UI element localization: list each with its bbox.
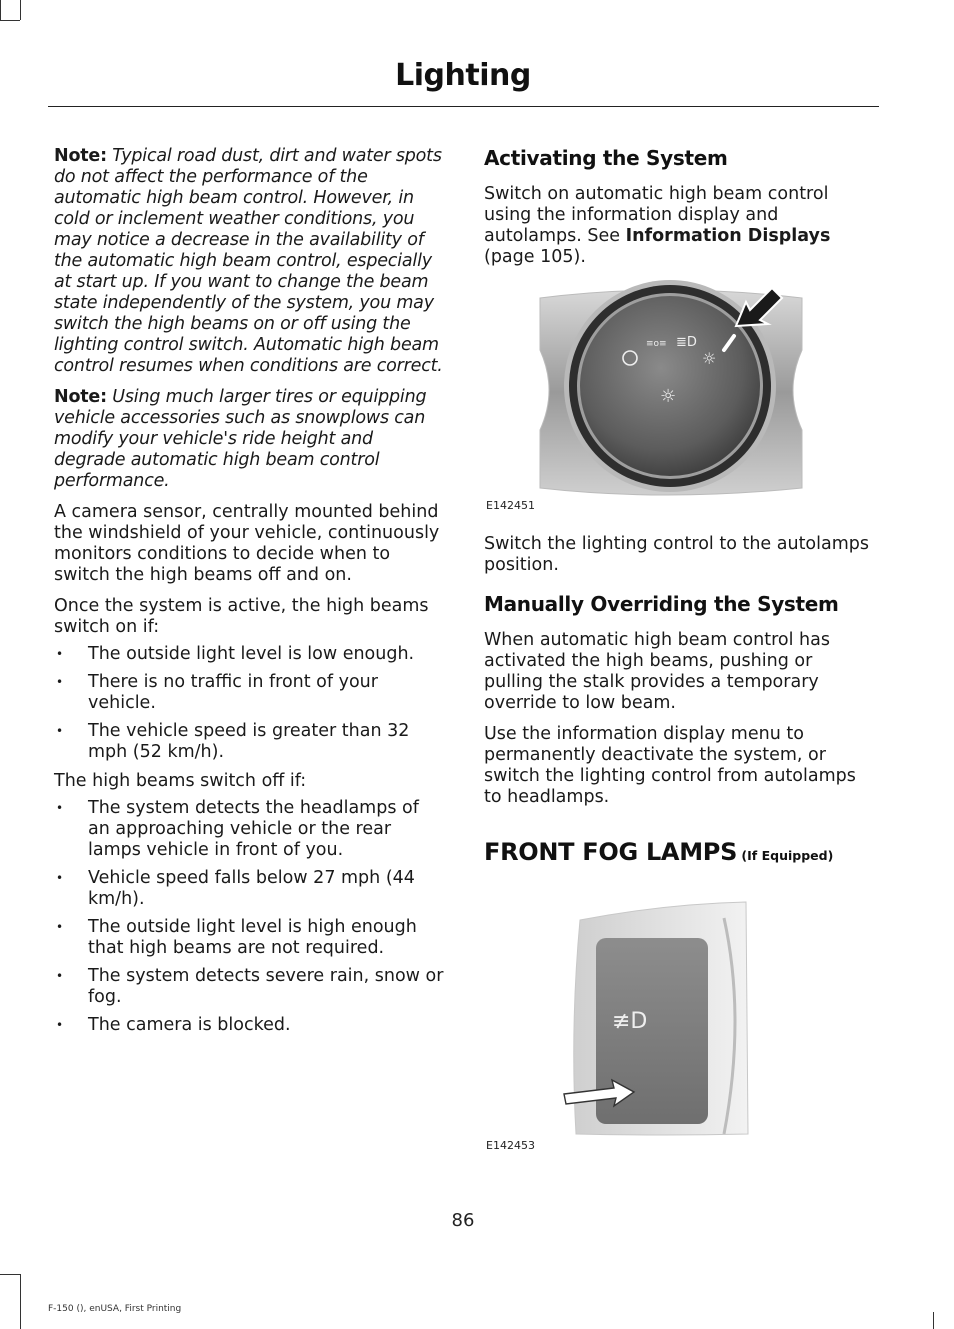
section-heading-fog-lamps: FRONT FOG LAMPS (If Equipped) [484, 838, 834, 866]
title-divider [48, 106, 879, 107]
list-item: • The outside light level is low enough. [54, 644, 446, 665]
body-paragraph: Switch on automatic high beam control using the information display and autolamps. See Information Displays (page 105). [484, 184, 831, 267]
section-heading-activating: Activating the System [484, 146, 728, 170]
list-intro: Once the system is active, the high beams switch on if: [54, 596, 429, 637]
note-paragraph [54, 387, 446, 492]
fog-lamp-icon: ≢D [612, 1009, 648, 1034]
figure-code: E142451 [486, 499, 535, 512]
print-footer: F-150 (), enUSA, First Printing [48, 1304, 182, 1314]
list-intro: The high beams switch off if: [54, 771, 307, 791]
body-paragraph: A camera sensor, centrally mounted behind the windshield of your vehicle, continuously monitors conditions to decide when to switch the high beams off and on. [54, 502, 440, 585]
note-text: Using much larger tires or equipping vehicle accessories such as snowplows can modify your vehicle's ride height and degrade automatic high beam control performance. [54, 387, 427, 491]
list-item: • The system detects the headlamps of an approaching vehicle or the rear lamps vehicle in front of you. [54, 798, 446, 861]
list-item: • The system detects severe rain, snow or fog. [54, 966, 446, 1008]
list-item: • The outside light level is high enough that high beams are not required. [54, 917, 446, 959]
note-label: Note: [54, 146, 107, 166]
crop-mark [20, 0, 21, 20]
note-text: Typical road dust, dirt and water spots do not affect the performance of the automatic high beam control. However, in cold or inclement weather conditions, you may notice a decrease in the availability of the automatic high beam control, especially at start up. If you want to change the beam state independently of the system, you may switch the high beams on or off using the lighting control switch. Automatic high beam control resumes when conditions are correct. [54, 146, 443, 376]
page-title: Lighting [395, 58, 531, 93]
lighting-control-figure [484, 280, 876, 512]
crop-mark [20, 1274, 21, 1329]
note-label: Note: [54, 387, 107, 407]
switch-off-conditions-list [54, 798, 446, 1036]
list-item: • There is no traffic in front of your vehicle. [54, 672, 446, 714]
list-item: • The vehicle speed is greater than 32 mph (52 km/h). [54, 721, 446, 763]
svg-text:≣D: ≣D [676, 335, 697, 350]
switch-on-conditions-list [54, 644, 446, 763]
note-paragraph [54, 146, 446, 377]
section-heading-override: Manually Overriding the System [484, 592, 839, 616]
lighting-control-switch-illustration [484, 280, 876, 498]
svg-text:≡o≡: ≡o≡ [646, 339, 667, 349]
crop-mark [0, 1274, 20, 1275]
crop-mark [0, 20, 20, 21]
crop-mark [0, 0, 1, 20]
left-column [54, 146, 446, 1044]
right-column [484, 146, 876, 1166]
figure-code: E142453 [486, 1139, 535, 1152]
body-paragraph: When automatic high beam control has activated the high beams, pushing or pulling the stalk provides a temporary override to low beam. [484, 630, 830, 713]
body-paragraph: Switch the lighting control to the autolamps position. [484, 534, 869, 575]
body-paragraph: Use the information display menu to permanently deactivate the system, or switch the lighting control from autolamps to headlamps. [484, 724, 856, 807]
list-item: • Vehicle speed falls below 27 mph (44 km/h). [54, 868, 446, 910]
list-item: • The camera is blocked. [54, 1015, 446, 1036]
svg-text:☼: ☼ [660, 386, 677, 407]
fog-lamp-switch-illustration [484, 898, 876, 1138]
page-number: 86 [451, 1210, 475, 1231]
fog-lamp-switch-figure [484, 898, 876, 1160]
svg-text:☼: ☼ [702, 349, 717, 368]
cross-reference-link[interactable]: Information Displays [625, 226, 831, 246]
crop-mark [933, 1312, 934, 1329]
